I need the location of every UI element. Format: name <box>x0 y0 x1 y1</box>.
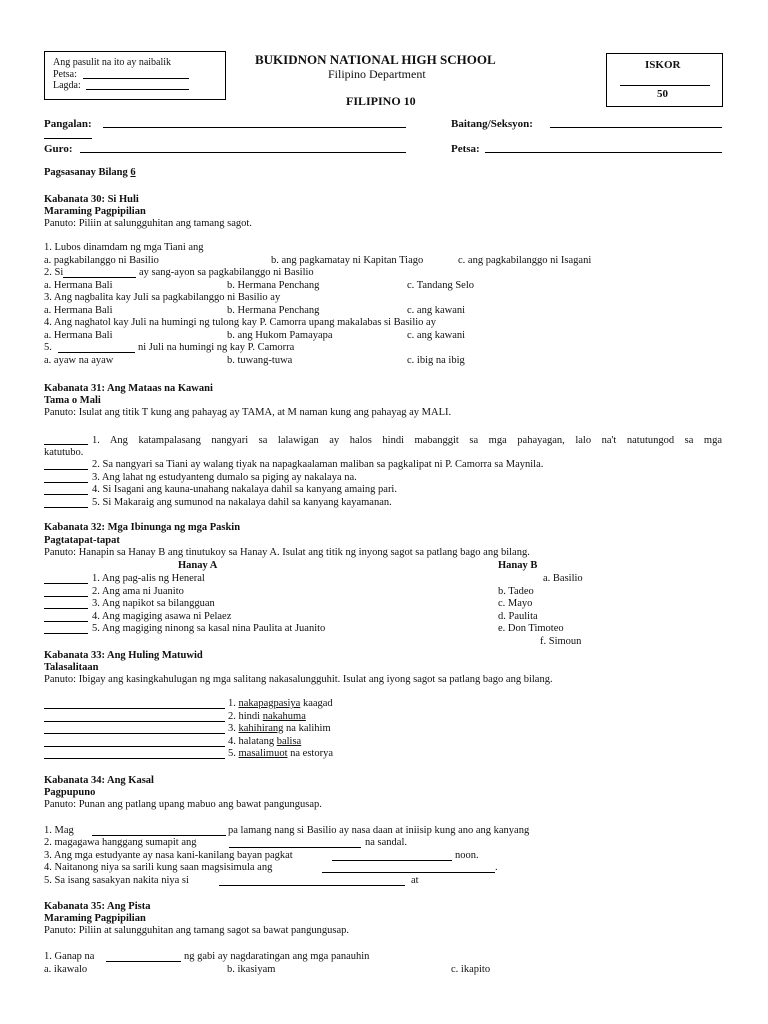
s32-a-item-1: 1. Ang pag-alis ng Heneral <box>92 573 205 584</box>
s35-type: Maraming Pagpipilian <box>44 913 146 924</box>
exercise-number: 6 <box>130 167 136 178</box>
return-box-sign-line[interactable] <box>86 89 189 90</box>
teacher-label: Guro: <box>44 143 73 155</box>
s34-line-2-end: na sandal. <box>365 837 407 848</box>
s32-blank-3[interactable] <box>44 608 88 609</box>
s33-item-3: 3. kahihirang na kalihim <box>228 723 331 734</box>
school-name: BUKIDNON NATIONAL HIGH SCHOOL <box>255 52 496 67</box>
s33-word-5: masalimuot <box>238 748 288 759</box>
s34-blank-5[interactable] <box>219 885 405 886</box>
s30-q3-c[interactable]: c. ang kawani <box>407 305 466 316</box>
s32-title: Kabanata 32: Mga Ibinunga ng mga Paskin <box>44 522 241 533</box>
s34-line-4-start: 4. Naitanong niya sa sarili kung saan magsisimula ang <box>44 862 273 873</box>
s32-blank-5[interactable] <box>44 633 88 634</box>
s30-q5-post: ni Juli na humingi ng kay P. Camorra <box>138 342 295 353</box>
s30-q4-b[interactable]: b. ang Hukom Pamayapa <box>227 330 333 341</box>
s33-type: Talasalitaan <box>44 662 99 673</box>
s33-instructions: Panuto: Ibigay ang kasingkahulugan ng mga salitang nakasalungguhit. Isulat ang iyong sagot sa patlang bago ang bilang. <box>44 674 553 685</box>
s34-line-5-end: at <box>411 875 419 886</box>
s31-item-4: 4. Si Isagani ang kauna-unahang nakalaya dahil sa kanyang amaing pari. <box>92 484 397 495</box>
s30-q1-a[interactable]: a. pagkabilanggo ni Basilio <box>44 255 159 266</box>
s30-q2-blank[interactable] <box>63 277 136 278</box>
s33-blank-3[interactable] <box>44 733 225 734</box>
s33-blank-1[interactable] <box>44 708 225 709</box>
s30-q1-b[interactable]: b. ang pagkamatay ni Kapitan Tiago <box>271 255 424 266</box>
s31-blank-1[interactable] <box>44 444 88 445</box>
s33-word-2: nakahuma <box>262 711 306 722</box>
s35-q1-a[interactable]: a. ikawalo <box>44 964 88 975</box>
s35-q1-start: 1. Ganap na <box>44 951 95 962</box>
s30-instructions: Panuto: Piliin at salungguhitan ang tamang sagot. <box>44 218 252 229</box>
return-box-line1: Ang pasulit na ito ay naibalik <box>53 57 172 68</box>
score-total: 50 <box>657 88 668 100</box>
s32-b-item-f: f. Simoun <box>540 636 582 647</box>
s30-q3-a[interactable]: a. Hermana Bali <box>44 305 113 316</box>
s34-type: Pagpupuno <box>44 787 96 798</box>
department-name: Filipino Department <box>328 67 426 81</box>
s31-blank-4[interactable] <box>44 494 88 495</box>
s34-blank-4[interactable] <box>322 872 495 873</box>
s35-q1-b[interactable]: b. ikasiyam <box>227 964 276 975</box>
s30-q5-blank[interactable] <box>58 352 135 353</box>
s32-a-item-3: 3. Ang napikot sa bilangguan <box>92 598 215 609</box>
return-box-date-line[interactable] <box>83 78 189 79</box>
s34-line-1-end: pa lamang nang si Basilio ay nasa daan at iniisip kung ano ang kanyang <box>228 825 530 836</box>
s30-q1: 1. Lubos dinamdam ng mga Tiani ang <box>44 242 204 253</box>
s32-b-item-d: d. Paulita <box>498 611 538 622</box>
s35-q1-end: ng gabi ay nagdaratingan ang mga panauhin <box>184 951 370 962</box>
s35-title: Kabanata 35: Ang Pista <box>44 901 151 912</box>
s33-blank-2[interactable] <box>44 721 225 722</box>
s33-item-5: 5. masalimuot na estorya <box>228 748 333 759</box>
s30-q1-c[interactable]: c. ang pagkabilanggo ni Isagani <box>458 255 592 266</box>
s33-item-4: 4. halatang balisa <box>228 736 302 747</box>
s32-a-item-2: 2. Ang ama ni Juanito <box>92 586 184 597</box>
date-field[interactable] <box>485 152 722 153</box>
s32-b-item-a: a. Basilio <box>543 573 583 584</box>
s33-blank-4[interactable] <box>44 746 225 747</box>
s31-type: Tama o Mali <box>44 395 101 406</box>
s33-word-1: nakapagpasiya <box>238 698 301 709</box>
s34-line-5-start: 5. Sa isang sasakyan nakita niya si <box>44 875 189 886</box>
s31-blank-5[interactable] <box>44 507 88 508</box>
s30-q2-c[interactable]: c. Tandang Selo <box>407 280 475 291</box>
s30-q2-b[interactable]: b. Hermana Penchang <box>227 280 320 291</box>
s35-q1-c[interactable]: c. ikapito <box>451 964 491 975</box>
name-field-continuation[interactable] <box>44 138 92 139</box>
s32-instructions: Panuto: Hanapin sa Hanay B ang tinutukoy sa Hanay A. Isulat ang titik ng inyong sagot sa patlang bago ang bilang. <box>44 547 530 558</box>
s31-item-1-cont: katutubo. <box>44 447 84 458</box>
subject-title: FILIPINO 10 <box>346 94 416 108</box>
s34-instructions: Panuto: Punan ang patlang upang mabuo ang bawat pangungusap. <box>44 799 322 810</box>
s33-title: Kabanata 33: Ang Huling Matuwid <box>44 650 203 661</box>
s30-q3: 3. Ang nagbalita kay Juli sa pagkabilanggo ni Basilio ay <box>44 292 281 303</box>
s30-q2-post: ay sang-ayon sa pagkabilanggo ni Basilio <box>139 267 314 278</box>
s30-q5-c[interactable]: c. ibig na ibig <box>407 355 465 366</box>
s31-item-5: 5. Si Makaraig ang sumunod na nakalaya dahil sa kanyang kayamanan. <box>92 497 392 508</box>
name-label: Pangalan: <box>44 118 92 130</box>
exercise-title: Pagsasanay Bilang 6 <box>44 167 136 178</box>
s31-item-3: 3. Ang lahat ng estudyanteng dumalo sa piging ay nakalaya na. <box>92 472 357 483</box>
return-box-date-label: Petsa: <box>53 69 77 80</box>
s30-q5-b[interactable]: b. tuwang-tuwa <box>227 355 293 366</box>
s32-blank-1[interactable] <box>44 583 88 584</box>
s31-item-1: 1. Ang katampalasang nangyari sa lalawigan ay halos hindi mabanggit sa mga pahayagan, lalo na't natutungod sa mga <box>92 435 722 446</box>
s33-word-3: kahihirang <box>238 723 284 734</box>
score-label: ISKOR <box>645 59 681 71</box>
s30-q5-pre: 5. <box>44 342 52 353</box>
s30-q4-c[interactable]: c. ang kawani <box>407 330 466 341</box>
s31-blank-2[interactable] <box>44 469 88 470</box>
s33-word-4: balisa <box>276 736 302 747</box>
s34-blank-1[interactable] <box>92 835 226 836</box>
s32-b-item-c: c. Mayo <box>498 598 533 609</box>
s31-blank-3[interactable] <box>44 482 88 483</box>
s32-blank-4[interactable] <box>44 621 88 622</box>
date-label: Petsa: <box>451 143 480 155</box>
s32-b-item-b: b. Tadeo <box>498 586 534 597</box>
s30-q3-b[interactable]: b. Hermana Penchang <box>227 305 320 316</box>
s30-title: Kabanata 30: Si Huli <box>44 194 139 205</box>
s34-line-4-end: . <box>495 862 498 873</box>
s30-q2-a[interactable]: a. Hermana Bali <box>44 280 113 291</box>
s30-q5-a[interactable]: a. ayaw na ayaw <box>44 355 114 366</box>
s32-type: Pagtatapat-tapat <box>44 535 120 546</box>
s35-instructions: Panuto: Piliin at salungguhitan ang tamang sagot sa bawat pangungusap. <box>44 925 350 936</box>
score-line[interactable] <box>620 85 710 86</box>
s32-blank-2[interactable] <box>44 596 88 597</box>
s31-instructions: Panuto: Isulat ang titik T kung ang pahayag ay TAMA, at M naman kung ang pahayag ay MALI. <box>44 407 452 418</box>
s33-blank-5[interactable] <box>44 758 225 759</box>
name-field[interactable] <box>103 127 406 128</box>
s30-q4-a[interactable]: a. Hermana Bali <box>44 330 113 341</box>
s33-item-2: 2. hindi nakahuma <box>228 711 306 722</box>
s34-line-3-start: 3. Ang mga estudyante ay nasa kani-kanilang bayan pagkat <box>44 850 293 861</box>
grade-section-field[interactable] <box>550 127 722 128</box>
s30-q2-pre: 2. Si <box>44 267 64 278</box>
grade-section-label: Baitang/Seksyon: <box>451 118 533 130</box>
s34-line-1-start: 1. Mag <box>44 825 74 836</box>
teacher-field[interactable] <box>80 152 406 153</box>
s30-type: Maraming Pagpipilian <box>44 206 146 217</box>
s32-column-b-header: Hanay B <box>498 560 538 571</box>
s32-column-a-header: Hanay A <box>178 560 218 571</box>
s34-title: Kabanata 34: Ang Kasal <box>44 775 154 786</box>
s34-line-2-start: 2. magagawa hanggang sumapit ang <box>44 837 197 848</box>
s34-blank-2[interactable] <box>229 847 361 848</box>
s32-b-item-e: e. Don Timoteo <box>498 623 564 634</box>
s33-item-1: 1. nakapagpasiya kaagad <box>228 698 333 709</box>
s34-line-3-end: noon. <box>455 850 479 861</box>
s34-blank-3[interactable] <box>332 860 452 861</box>
return-box-sign-label: Lagda: <box>53 80 81 91</box>
s31-item-2: 2. Sa nangyari sa Tiani ay walang tiyak na napagkaalaman maliban sa pagkalipat ni P. Camorra sa Maynila. <box>92 459 544 470</box>
s31-title: Kabanata 31: Ang Mataas na Kawani <box>44 383 213 394</box>
s35-q1-blank[interactable] <box>106 961 181 962</box>
s30-q4: 4. Ang naghatol kay Juli na humingi ng tulong kay P. Camorra upang makalabas si Basilio ay <box>44 317 436 328</box>
s32-a-item-4: 4. Ang magiging asawa ni Pelaez <box>92 611 232 622</box>
s32-a-item-5: 5. Ang magiging ninong sa kasal nina Paulita at Juanito <box>92 623 326 634</box>
